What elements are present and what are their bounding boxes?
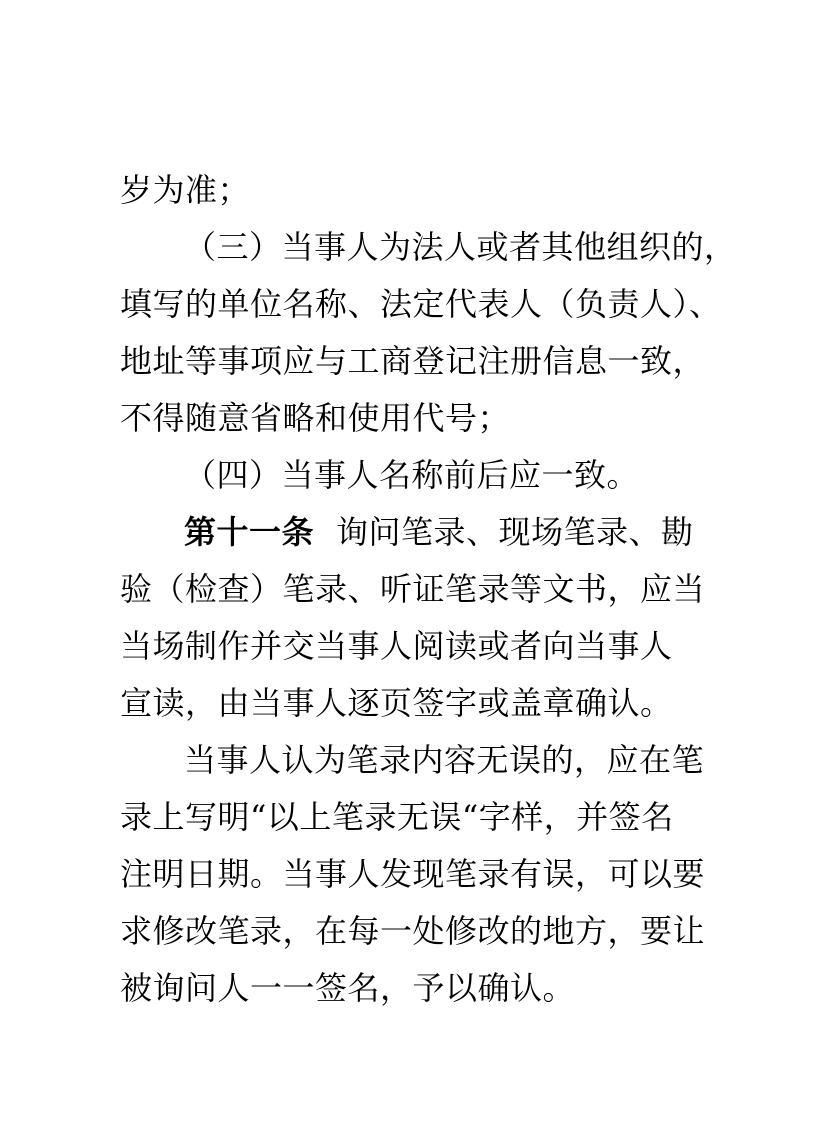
text-line: 宣读，由当事人逐页签字或盖章确认。 <box>120 684 673 722</box>
text-line: （三）当事人为法人或者其他组织的， <box>184 228 737 266</box>
article-number: 第十一条 <box>184 513 315 551</box>
text-line: 被询问人一一签名，予以确认。 <box>120 969 576 1007</box>
text-line: 岁为准； <box>120 171 251 209</box>
text-line: （四）当事人名称前后应一致。 <box>184 456 640 494</box>
text-line: 验（检查）笔录、听证笔录等文书，应当 <box>120 570 706 608</box>
text-line: 录上写明“以上笔录无误“字样，并签名 <box>120 798 674 836</box>
text-line: 不得随意省略和使用代号； <box>120 399 511 437</box>
text-line: 当场制作并交当事人阅读或者向当事人 <box>120 627 673 665</box>
article-heading-line <box>184 503 784 561</box>
text-line: 地址等事项应与工商登记注册信息一致， <box>120 342 706 380</box>
text-line: 当事人认为笔录内容无误的，应在笔 <box>184 741 705 779</box>
article-text: 询问笔录、现场笔录、勘 <box>336 513 694 551</box>
text-line: 填写的单位名称、法定代表人（负责人）、 <box>120 285 722 323</box>
text-line: 注明日期。当事人发现笔录有误，可以要 <box>120 855 706 893</box>
text-line: 求修改笔录，在每一处修改的地方，要让 <box>120 912 706 950</box>
